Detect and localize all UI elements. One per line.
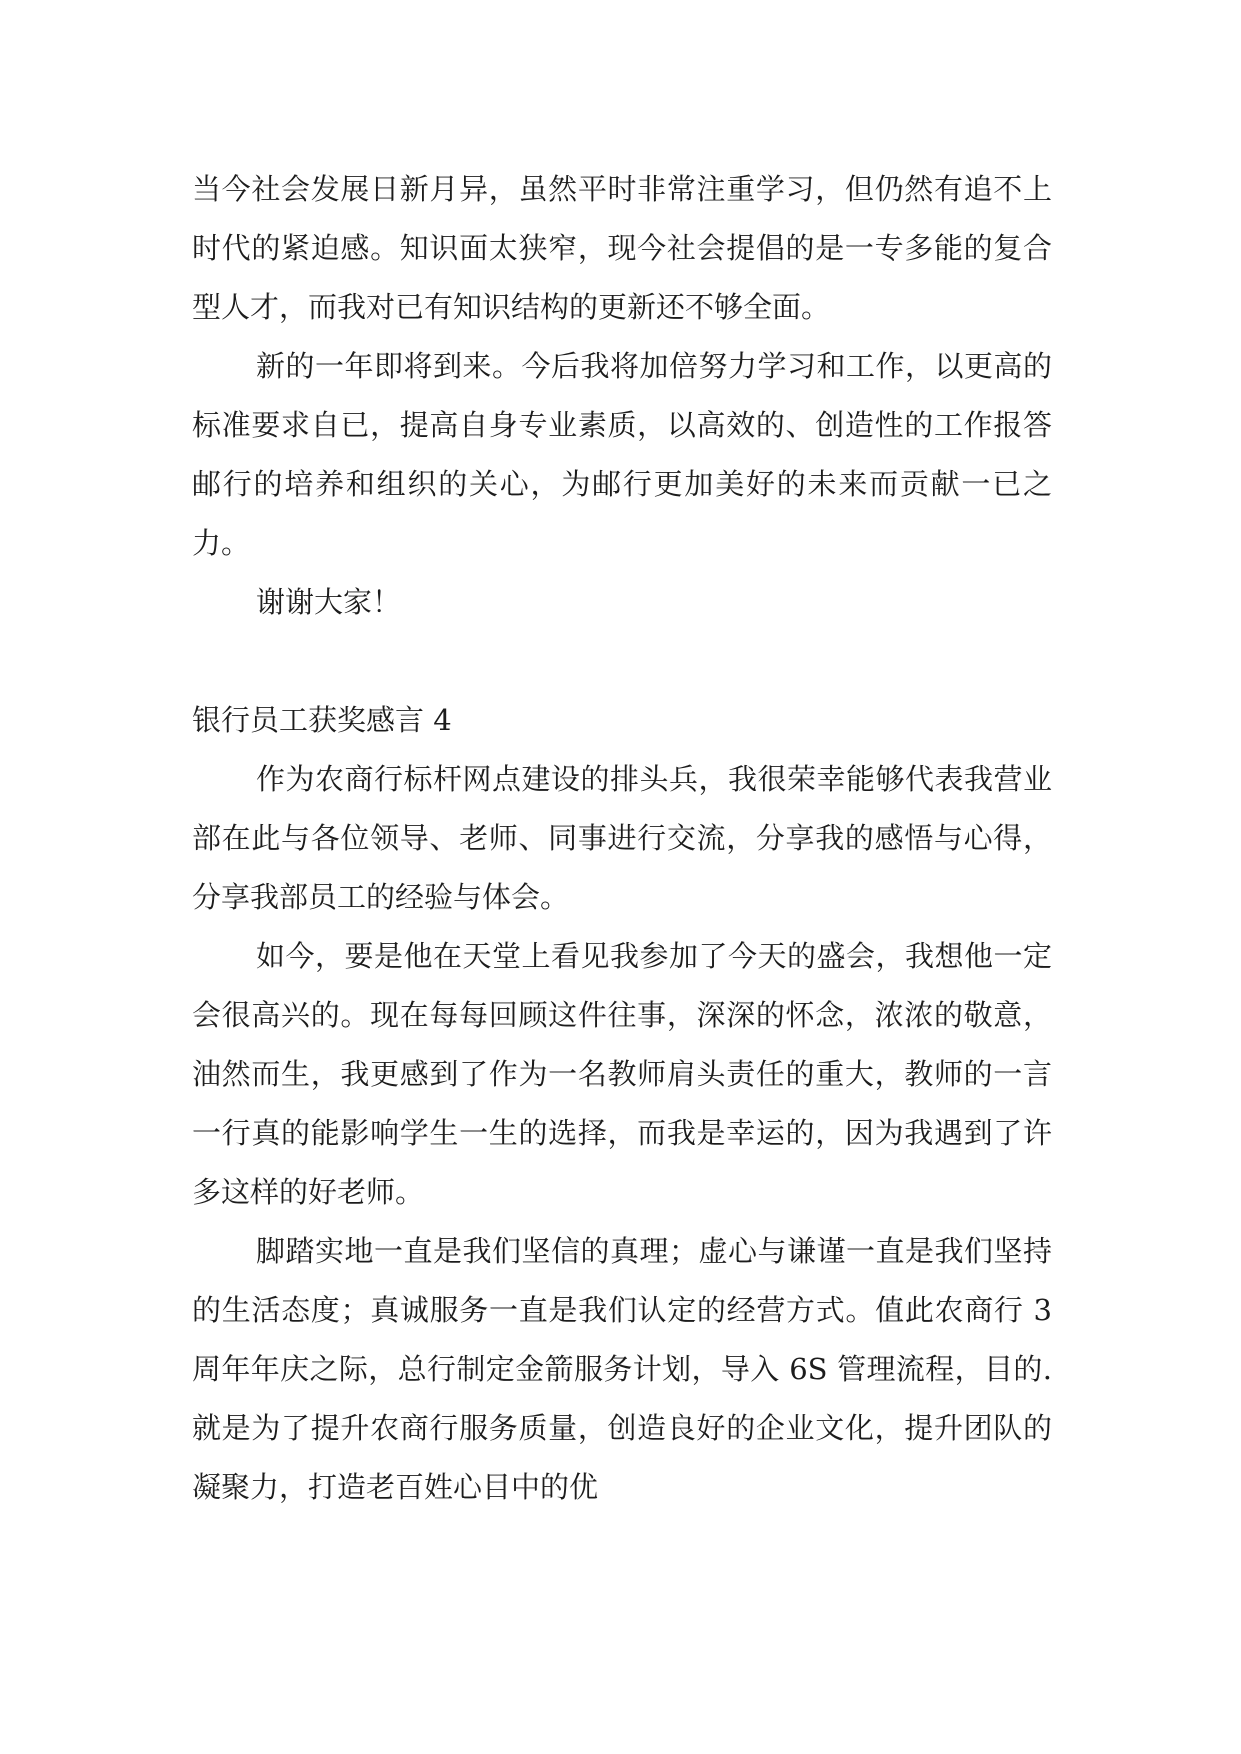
paragraph-6: 脚踏实地一直是我们坚信的真理；虚心与谦谨一直是我们坚持的生活态度；真诚服务一直是我们认定的经营方式。值此农商行 3 周年年庆之际，总行制定金箭服务计划，导入 6S 管理流程，目的.就是为了提升农商行服务质量，创造良好的企业文化，提升团队的凝聚力，打造老百姓心目中的优 [192, 1234, 1052, 1504]
document-body [192, 160, 1052, 1517]
paragraph-3: 谢谢大家！ [256, 585, 402, 619]
paragraph-2: 新的一年即将到来。今后我将加倍努力学习和工作，以更高的标准要求自已，提高自身专业素质，以高效的、创造性的工作报答邮行的培养和组织的关心，为邮行更加美好的未来而贡献一已之力。 [192, 349, 1052, 560]
paragraph-4: 作为农商行标杆网点建设的排头兵，我很荣幸能够代表我营业部在此与各位领导、老师、同事进行交流，分享我的感悟与心得，分享我部员工的经验与体会。 [192, 762, 1052, 914]
paragraph-1: 当今社会发展日新月异，虽然平时非常注重学习，但仍然有追不上时代的紧迫感。知识面太狭窄，现今社会提倡的是一专多能的复合型人才，而我对已有知识结构的更新还不够全面。 [192, 172, 1052, 324]
section-heading: 银行员工获奖感言 4 [192, 703, 452, 737]
paragraph-5: 如今，要是他在天堂上看见我参加了今天的盛会，我想他一定会很高兴的。现在每每回顾这件往事，深深的怀念，浓浓的敬意，油然而生，我更感到了作为一名教师肩头责任的重大，教师的一言一行真的能影响学生一生的选择，而我是幸运的，因为我遇到了许多这样的好老师。 [192, 939, 1052, 1209]
